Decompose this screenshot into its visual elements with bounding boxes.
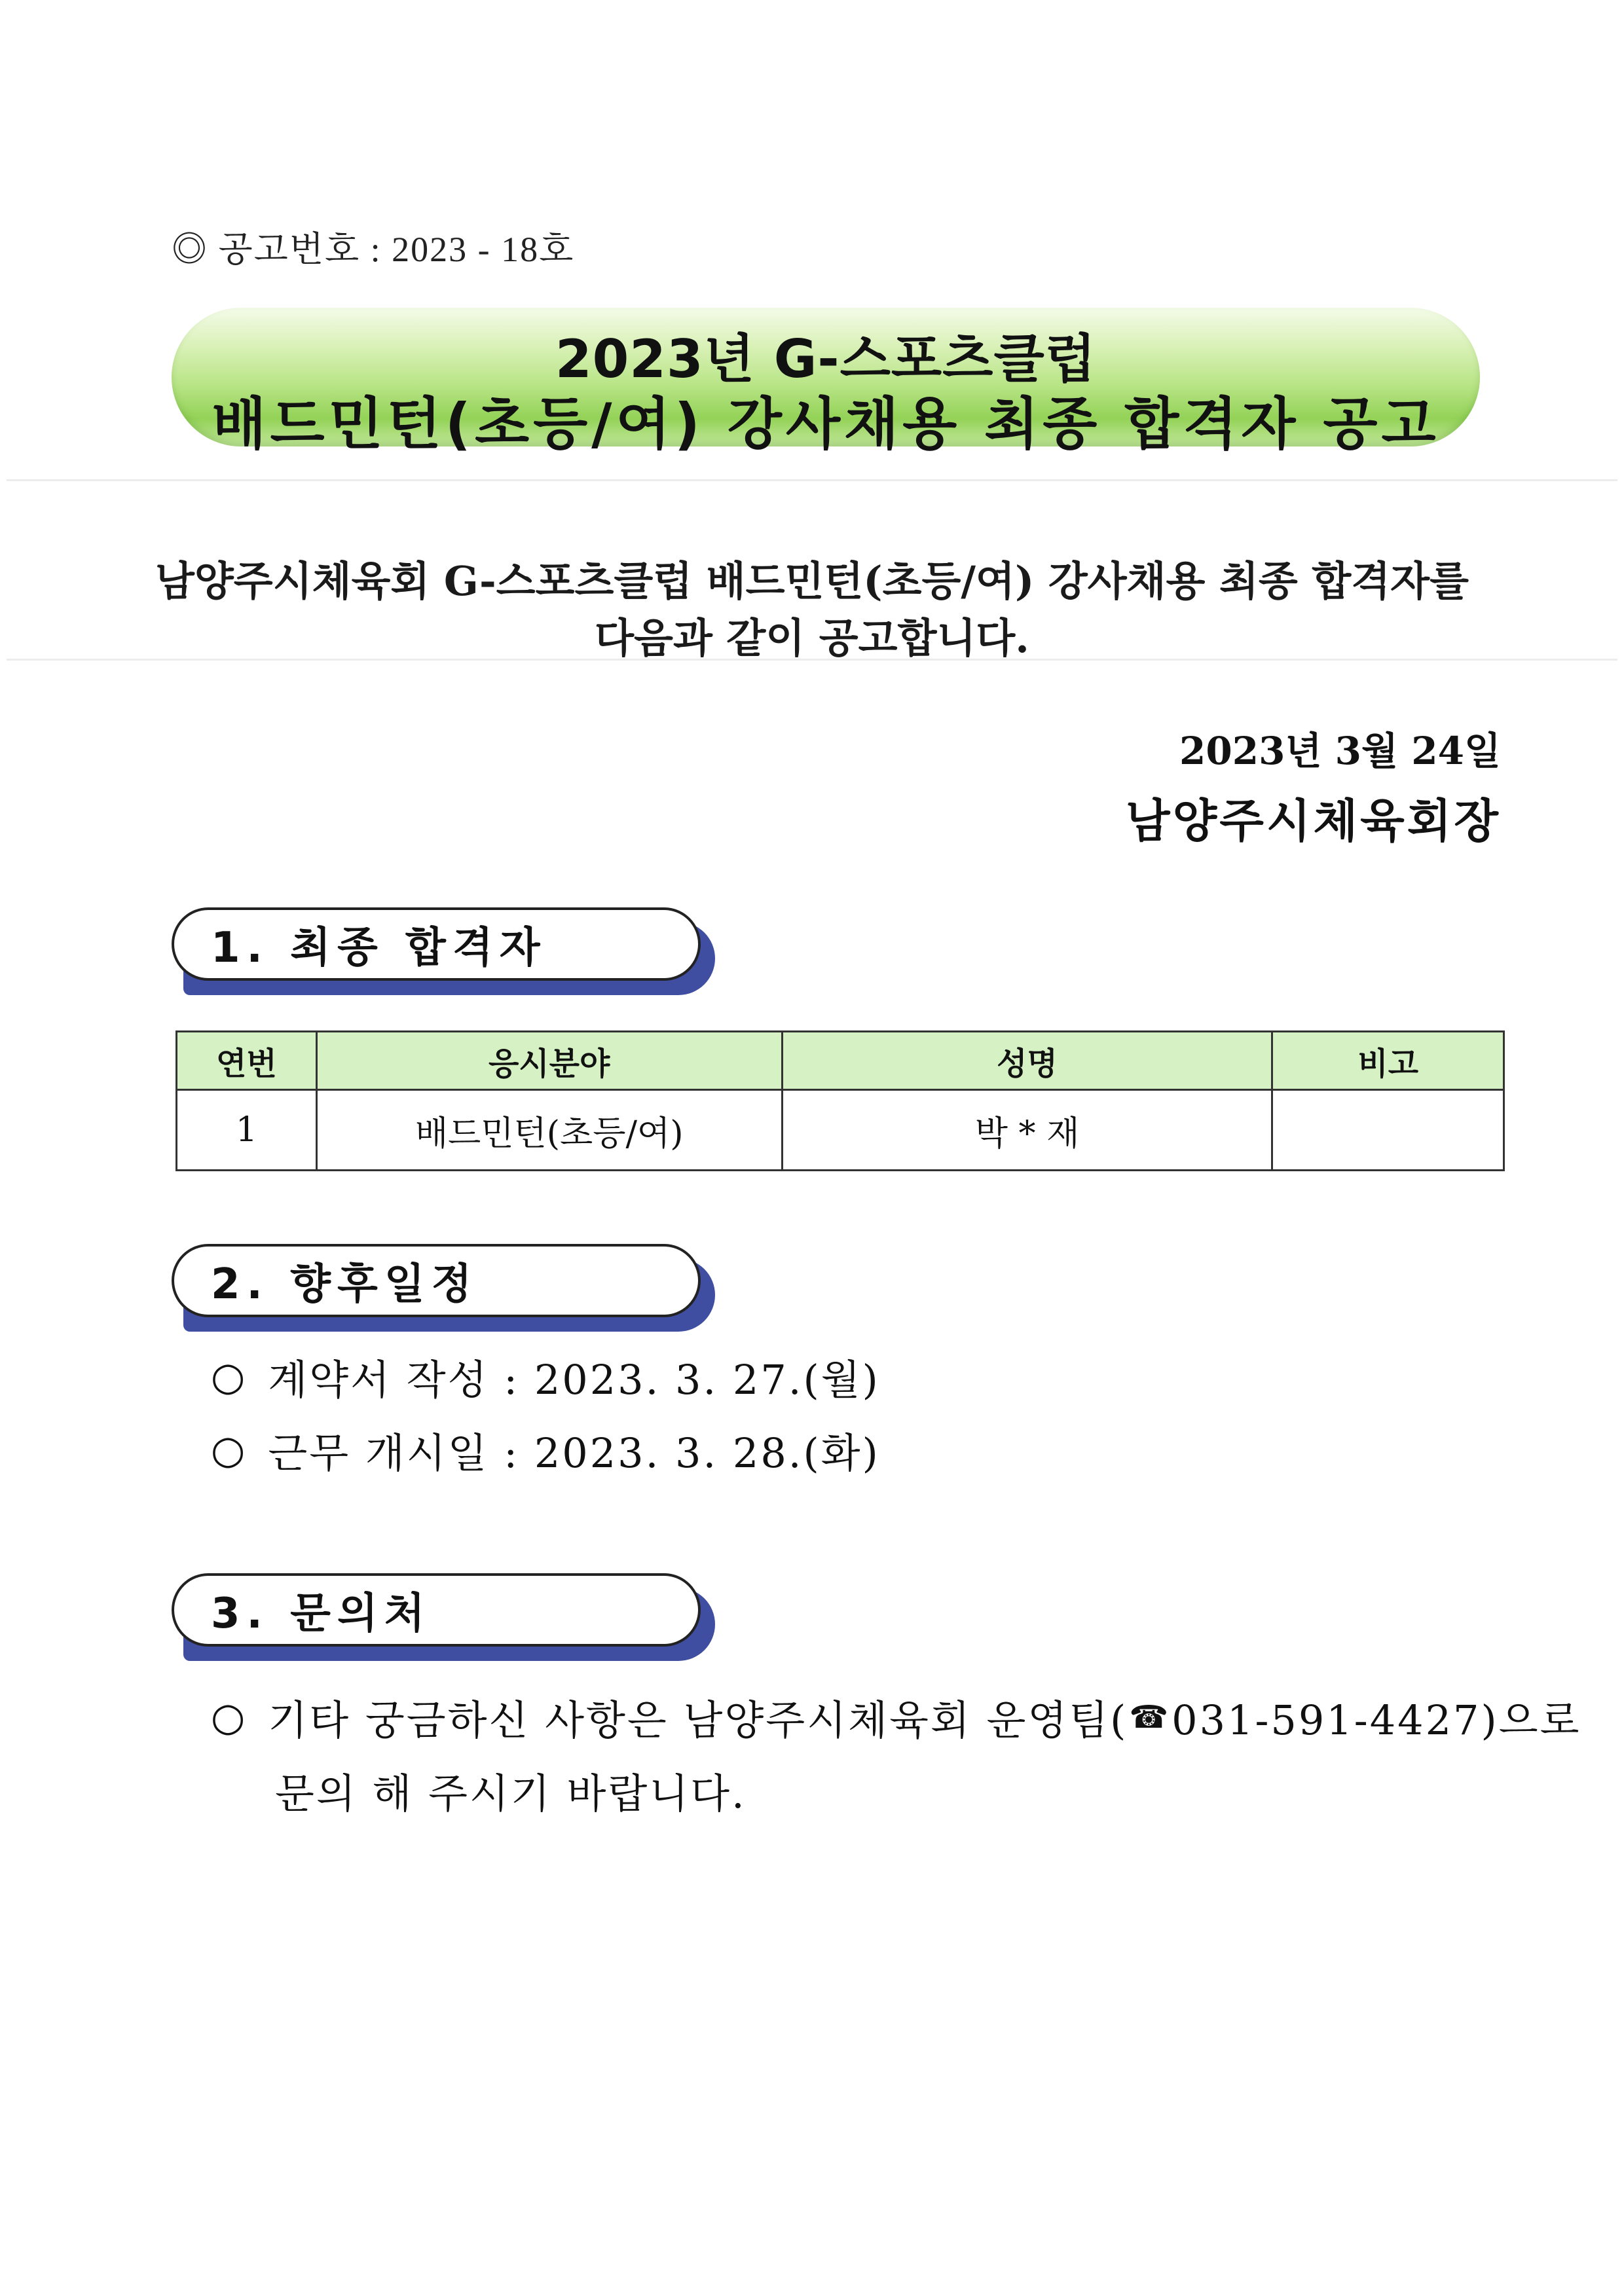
telephone-icon: ☎ [1129,1698,1171,1736]
circle-bullet-icon: ○ [211,1353,248,1400]
intro-text-line-2: 다음과 같이 공고합니다. [595,614,1029,662]
table-row [177,1090,1504,1171]
contact-line-2 [275,1761,747,1819]
contact-phone: 031-591-4427)으로 [1172,1696,1581,1744]
title-line-1: 2023년 G-스포츠클럽 [555,329,1097,390]
column-header: 연번 [177,1032,317,1090]
section-heading-contact [172,1573,716,1660]
table-cell [1272,1090,1504,1171]
section-heading-label: 1. 최종 합격자 [172,907,701,981]
circle-bullet-icon: ○ [211,1427,248,1473]
notice-date: 2023년 3월 24일 [1179,729,1501,773]
notice-number: ◎ 공고번호 : 2023 - 18호 [172,230,575,269]
table-cell: 박 * 재 [782,1090,1272,1171]
signature-block [1126,720,1501,850]
divider [7,479,1617,481]
schedule-item [211,1421,880,1479]
divider [7,659,1617,661]
section-heading-label: 3. 문의처 [172,1573,701,1647]
column-header: 성명 [782,1032,1272,1090]
schedule-item-text: 근무 개시일 : 2023. 3. 28.(화) [268,1429,880,1477]
title-line-2: 배드민턴(초등/여) 강사채용 최종 합격자 공고 [212,392,1440,457]
section-heading-label: 2. 향후일정 [172,1244,701,1317]
section-heading-final-passers [172,907,716,994]
intro-text-line-1: 남양주시체육회 G-스포츠클럽 배드민턴(초등/여) 강사채용 최종 합격자를 [155,557,1469,605]
contact-line-1 [211,1688,1581,1746]
schedule-item-text: 계약서 작성 : 2023. 3. 27.(월) [268,1356,880,1404]
column-header: 응시분야 [316,1032,782,1090]
table-cell: 배드민턴(초등/여) [316,1090,782,1171]
contact-text: 문의 해 주시기 바랍니다. [275,1770,747,1817]
issuer-name: 남양주시체육회장 [1126,793,1501,848]
table-header-row [177,1032,1504,1090]
section-heading-schedule [172,1244,716,1330]
table-cell: 1 [177,1090,317,1171]
title-banner [172,308,1480,457]
circle-bullet-icon: ○ [211,1694,248,1740]
contact-text-prefix: 기타 궁금하신 사항은 남양주시체육회 운영팀( [268,1696,1128,1744]
result-table [175,1030,1505,1171]
column-header: 비고 [1272,1032,1504,1090]
schedule-item [211,1347,880,1406]
